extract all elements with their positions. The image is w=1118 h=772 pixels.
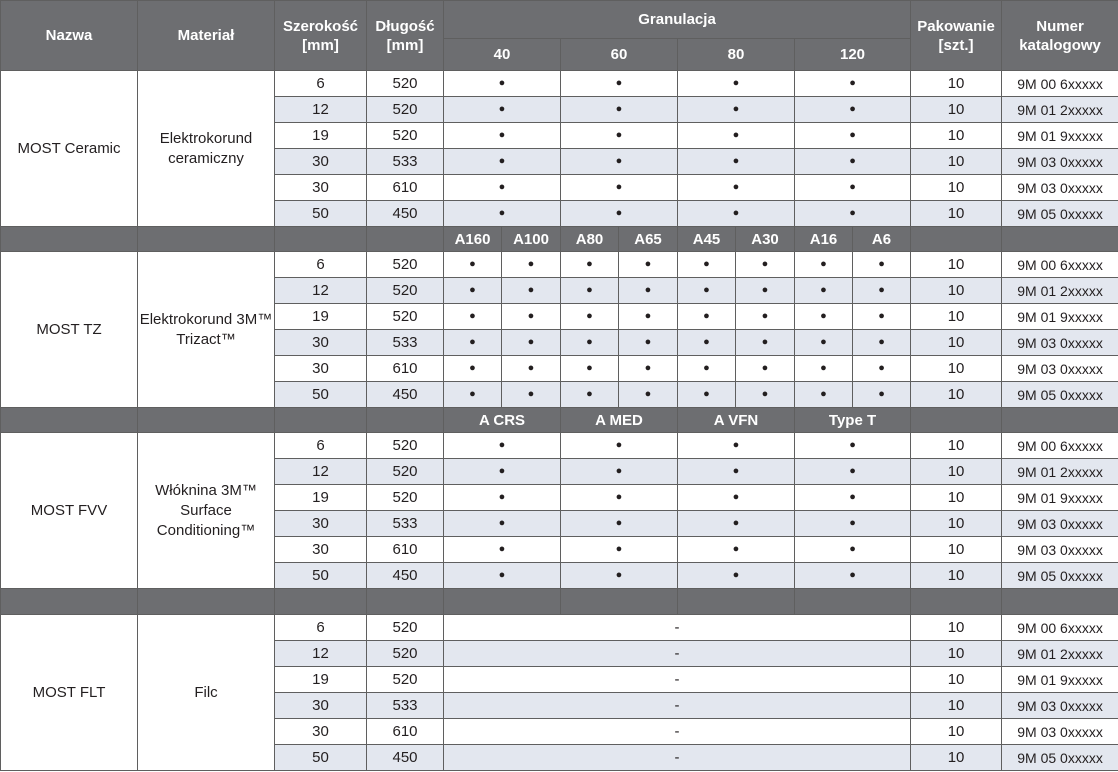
separator-cell — [911, 227, 1002, 252]
width-cell: 50 — [275, 745, 367, 771]
catalog-number: 9M 00 6xxxxx — [1002, 433, 1118, 459]
width-cell: 30 — [275, 719, 367, 745]
width-cell: 30 — [275, 693, 367, 719]
availability-dot: ● — [561, 433, 678, 459]
width-cell: 6 — [275, 71, 367, 97]
availability-dot: ● — [444, 175, 561, 201]
length-cell: 450 — [367, 382, 444, 408]
availability-dot: ● — [795, 382, 853, 408]
catalog-number: 9M 03 0xxxxx — [1002, 537, 1118, 563]
width-cell: 12 — [275, 97, 367, 123]
width-cell: 30 — [275, 149, 367, 175]
product-name: MOST FLT — [1, 615, 138, 771]
separator-cell — [1002, 589, 1118, 615]
availability-dot: ● — [561, 304, 619, 330]
grit-header: 40 — [444, 39, 561, 71]
width-cell: 6 — [275, 252, 367, 278]
catalog-number: 9M 03 0xxxxx — [1002, 149, 1118, 175]
product-name: MOST Ceramic — [1, 71, 138, 227]
length-cell: 520 — [367, 123, 444, 149]
catalog-number: 9M 01 9xxxxx — [1002, 304, 1118, 330]
width-cell: 6 — [275, 615, 367, 641]
length-cell: 520 — [367, 641, 444, 667]
packaging-cell: 10 — [911, 382, 1002, 408]
catalog-number: 9M 05 0xxxxx — [1002, 201, 1118, 227]
length-cell: 520 — [367, 485, 444, 511]
catalog-number: 9M 01 2xxxxx — [1002, 97, 1118, 123]
availability-dot: ● — [444, 149, 561, 175]
length-cell: 610 — [367, 175, 444, 201]
catalog-number: 9M 05 0xxxxx — [1002, 382, 1118, 408]
availability-dot: ● — [795, 511, 911, 537]
availability-dot: ● — [736, 304, 795, 330]
catalog-number: 9M 00 6xxxxx — [1002, 71, 1118, 97]
length-cell: 533 — [367, 693, 444, 719]
availability-dot: ● — [561, 97, 678, 123]
width-cell: 30 — [275, 175, 367, 201]
col-header-name: Nazwa — [1, 1, 138, 71]
packaging-cell: 10 — [911, 433, 1002, 459]
separator-cell — [367, 227, 444, 252]
length-cell: 450 — [367, 563, 444, 589]
availability-dot: ● — [502, 278, 561, 304]
grade-header: A100 — [502, 227, 561, 252]
availability-dot: ● — [795, 356, 853, 382]
width-cell: 19 — [275, 123, 367, 149]
availability-dot: ● — [444, 97, 561, 123]
availability-dot: ● — [619, 278, 678, 304]
packaging-cell: 10 — [911, 201, 1002, 227]
availability-dot: ● — [678, 149, 795, 175]
availability-dot: ● — [561, 537, 678, 563]
availability-dot: ● — [795, 252, 853, 278]
availability-dot: ● — [444, 252, 502, 278]
col-header-packaging: Pakowanie [szt.] — [911, 1, 1002, 71]
width-cell: 30 — [275, 330, 367, 356]
separator-cell — [561, 589, 678, 615]
separator-cell — [1, 589, 138, 615]
length-cell: 520 — [367, 433, 444, 459]
length-cell: 520 — [367, 304, 444, 330]
availability-dot: ● — [561, 252, 619, 278]
catalog-number: 9M 03 0xxxxx — [1002, 693, 1118, 719]
width-cell: 19 — [275, 304, 367, 330]
availability-dot: ● — [678, 252, 736, 278]
availability-dot: ● — [502, 330, 561, 356]
availability-dot: ● — [444, 563, 561, 589]
availability-dot: ● — [678, 201, 795, 227]
availability-dot: ● — [561, 278, 619, 304]
availability-dot: ● — [678, 304, 736, 330]
catalog-number: 9M 03 0xxxxx — [1002, 330, 1118, 356]
packaging-cell: 10 — [911, 719, 1002, 745]
availability-dot: ● — [561, 175, 678, 201]
grade-header: A65 — [619, 227, 678, 252]
not-applicable: - — [444, 745, 911, 771]
separator-cell — [138, 589, 275, 615]
table-row — [1, 252, 1118, 278]
grade-header-row — [1, 408, 1118, 433]
catalog-number: 9M 01 2xxxxx — [1002, 459, 1118, 485]
availability-dot: ● — [561, 71, 678, 97]
packaging-cell: 10 — [911, 641, 1002, 667]
separator-cell — [367, 589, 444, 615]
availability-dot: ● — [853, 330, 911, 356]
catalog-number: 9M 00 6xxxxx — [1002, 615, 1118, 641]
availability-dot: ● — [502, 356, 561, 382]
table-row — [1, 71, 1118, 97]
width-cell: 50 — [275, 382, 367, 408]
catalog-number: 9M 01 2xxxxx — [1002, 641, 1118, 667]
availability-dot: ● — [561, 511, 678, 537]
col-header-width: Szerokość [mm] — [275, 1, 367, 71]
packaging-cell: 10 — [911, 123, 1002, 149]
packaging-cell: 10 — [911, 745, 1002, 771]
availability-dot: ● — [853, 278, 911, 304]
catalog-number: 9M 03 0xxxxx — [1002, 356, 1118, 382]
availability-dot: ● — [561, 149, 678, 175]
availability-dot: ● — [444, 485, 561, 511]
availability-dot: ● — [444, 382, 502, 408]
availability-dot: ● — [736, 330, 795, 356]
col-header-granulation: Granulacja — [444, 1, 911, 39]
availability-dot: ● — [795, 433, 911, 459]
product-material: Filc — [138, 615, 275, 771]
availability-dot: ● — [678, 97, 795, 123]
availability-dot: ● — [444, 304, 502, 330]
product-material: Włóknina 3M™ Surface Conditioning™ — [138, 433, 275, 589]
table-row — [1, 615, 1118, 641]
catalog-number: 9M 03 0xxxxx — [1002, 175, 1118, 201]
packaging-cell: 10 — [911, 485, 1002, 511]
availability-dot: ● — [444, 201, 561, 227]
separator-cell — [1, 408, 138, 433]
grade-header: A80 — [561, 227, 619, 252]
availability-dot: ● — [678, 537, 795, 563]
availability-dot: ● — [444, 278, 502, 304]
availability-dot: ● — [444, 123, 561, 149]
width-cell: 50 — [275, 563, 367, 589]
availability-dot: ● — [444, 459, 561, 485]
catalog-number: 9M 03 0xxxxx — [1002, 511, 1118, 537]
packaging-cell: 10 — [911, 252, 1002, 278]
availability-dot: ● — [678, 459, 795, 485]
availability-dot: ● — [678, 175, 795, 201]
packaging-cell: 10 — [911, 304, 1002, 330]
packaging-cell: 10 — [911, 667, 1002, 693]
separator-cell — [1002, 227, 1118, 252]
grade-header: A45 — [678, 227, 736, 252]
separator-cell — [911, 408, 1002, 433]
availability-dot: ● — [795, 563, 911, 589]
width-cell: 19 — [275, 485, 367, 511]
catalog-number: 9M 01 9xxxxx — [1002, 667, 1118, 693]
not-applicable: - — [444, 615, 911, 641]
product-material: Elektrokorund ceramiczny — [138, 71, 275, 227]
width-cell: 19 — [275, 667, 367, 693]
length-cell: 520 — [367, 71, 444, 97]
availability-dot: ● — [678, 278, 736, 304]
product-name: MOST TZ — [1, 252, 138, 408]
packaging-cell: 10 — [911, 71, 1002, 97]
grit-header: 60 — [561, 39, 678, 71]
grade-header: A160 — [444, 227, 502, 252]
availability-dot: ● — [795, 278, 853, 304]
separator-cell — [367, 408, 444, 433]
availability-dot: ● — [795, 97, 911, 123]
availability-dot: ● — [444, 71, 561, 97]
availability-dot: ● — [736, 278, 795, 304]
length-cell: 533 — [367, 330, 444, 356]
availability-dot: ● — [502, 304, 561, 330]
availability-dot: ● — [736, 252, 795, 278]
length-cell: 520 — [367, 278, 444, 304]
length-cell: 520 — [367, 667, 444, 693]
availability-dot: ● — [561, 382, 619, 408]
catalog-number: 9M 00 6xxxxx — [1002, 252, 1118, 278]
width-cell: 30 — [275, 511, 367, 537]
availability-dot: ● — [502, 252, 561, 278]
availability-dot: ● — [561, 123, 678, 149]
packaging-cell: 10 — [911, 693, 1002, 719]
separator-cell — [911, 589, 1002, 615]
packaging-cell: 10 — [911, 459, 1002, 485]
availability-dot: ● — [678, 71, 795, 97]
catalog-number: 9M 01 9xxxxx — [1002, 485, 1118, 511]
catalog-number: 9M 03 0xxxxx — [1002, 719, 1118, 745]
width-cell: 12 — [275, 459, 367, 485]
availability-dot: ● — [561, 485, 678, 511]
availability-dot: ● — [502, 382, 561, 408]
availability-dot: ● — [619, 356, 678, 382]
grade-header: A MED — [561, 408, 678, 433]
availability-dot: ● — [444, 330, 502, 356]
width-cell: 50 — [275, 201, 367, 227]
availability-dot: ● — [619, 304, 678, 330]
width-cell: 30 — [275, 537, 367, 563]
packaging-cell: 10 — [911, 537, 1002, 563]
availability-dot: ● — [853, 382, 911, 408]
availability-dot: ● — [619, 252, 678, 278]
availability-dot: ● — [678, 123, 795, 149]
availability-dot: ● — [619, 330, 678, 356]
packaging-cell: 10 — [911, 330, 1002, 356]
availability-dot: ● — [444, 433, 561, 459]
availability-dot: ● — [561, 356, 619, 382]
availability-dot: ● — [795, 123, 911, 149]
catalog-number: 9M 01 9xxxxx — [1002, 123, 1118, 149]
grade-header-row — [1, 589, 1118, 615]
separator-cell — [275, 589, 367, 615]
availability-dot: ● — [795, 71, 911, 97]
availability-dot: ● — [561, 459, 678, 485]
length-cell: 450 — [367, 201, 444, 227]
grade-header: A30 — [736, 227, 795, 252]
catalog-number: 9M 01 2xxxxx — [1002, 278, 1118, 304]
availability-dot: ● — [678, 433, 795, 459]
packaging-cell: 10 — [911, 149, 1002, 175]
catalog-number: 9M 05 0xxxxx — [1002, 745, 1118, 771]
length-cell: 533 — [367, 149, 444, 175]
length-cell: 610 — [367, 356, 444, 382]
separator-cell — [678, 589, 795, 615]
packaging-cell: 10 — [911, 175, 1002, 201]
table-row — [1, 433, 1118, 459]
grade-header: A VFN — [678, 408, 795, 433]
length-cell: 450 — [367, 745, 444, 771]
separator-cell — [275, 227, 367, 252]
availability-dot: ● — [736, 382, 795, 408]
grade-header: A6 — [853, 227, 911, 252]
separator-cell — [1002, 408, 1118, 433]
availability-dot: ● — [853, 356, 911, 382]
grade-header: A CRS — [444, 408, 561, 433]
separator-cell — [138, 227, 275, 252]
availability-dot: ● — [678, 485, 795, 511]
packaging-cell: 10 — [911, 356, 1002, 382]
availability-dot: ● — [678, 330, 736, 356]
length-cell: 610 — [367, 537, 444, 563]
availability-dot: ● — [853, 304, 911, 330]
availability-dot: ● — [795, 459, 911, 485]
length-cell: 520 — [367, 615, 444, 641]
availability-dot: ● — [795, 304, 853, 330]
availability-dot: ● — [561, 201, 678, 227]
product-name: MOST FVV — [1, 433, 138, 589]
width-cell: 30 — [275, 356, 367, 382]
availability-dot: ● — [736, 356, 795, 382]
availability-dot: ● — [444, 356, 502, 382]
availability-dot: ● — [444, 537, 561, 563]
grade-header: Type T — [795, 408, 911, 433]
availability-dot: ● — [853, 252, 911, 278]
separator-cell — [795, 589, 911, 615]
separator-cell — [275, 408, 367, 433]
grit-header: 80 — [678, 39, 795, 71]
availability-dot: ● — [795, 330, 853, 356]
packaging-cell: 10 — [911, 511, 1002, 537]
packaging-cell: 10 — [911, 563, 1002, 589]
grade-header: A16 — [795, 227, 853, 252]
availability-dot: ● — [619, 382, 678, 408]
separator-cell — [444, 589, 561, 615]
not-applicable: - — [444, 667, 911, 693]
packaging-cell: 10 — [911, 97, 1002, 123]
width-cell: 12 — [275, 278, 367, 304]
product-material: Elektrokorund 3M™ Trizact™ — [138, 252, 275, 408]
availability-dot: ● — [795, 149, 911, 175]
not-applicable: - — [444, 641, 911, 667]
col-header-length: Długość [mm] — [367, 1, 444, 71]
availability-dot: ● — [561, 330, 619, 356]
length-cell: 610 — [367, 719, 444, 745]
packaging-cell: 10 — [911, 278, 1002, 304]
length-cell: 533 — [367, 511, 444, 537]
catalog-number: 9M 05 0xxxxx — [1002, 563, 1118, 589]
length-cell: 520 — [367, 252, 444, 278]
availability-dot: ● — [795, 201, 911, 227]
availability-dot: ● — [678, 382, 736, 408]
availability-dot: ● — [444, 511, 561, 537]
availability-dot: ● — [795, 485, 911, 511]
packaging-cell: 10 — [911, 615, 1002, 641]
col-header-material: Materiał — [138, 1, 275, 71]
separator-cell — [1, 227, 138, 252]
availability-dot: ● — [561, 563, 678, 589]
separator-cell — [138, 408, 275, 433]
table-body — [1, 71, 1118, 771]
length-cell: 520 — [367, 97, 444, 123]
col-header-catalog: Numer katalogowy — [1002, 1, 1118, 71]
availability-dot: ● — [678, 511, 795, 537]
grit-header: 120 — [795, 39, 911, 71]
availability-dot: ● — [795, 175, 911, 201]
width-cell: 6 — [275, 433, 367, 459]
width-cell: 12 — [275, 641, 367, 667]
length-cell: 520 — [367, 459, 444, 485]
grade-header-row — [1, 227, 1118, 252]
availability-dot: ● — [678, 563, 795, 589]
not-applicable: - — [444, 719, 911, 745]
availability-dot: ● — [795, 537, 911, 563]
not-applicable: - — [444, 693, 911, 719]
availability-dot: ● — [678, 356, 736, 382]
